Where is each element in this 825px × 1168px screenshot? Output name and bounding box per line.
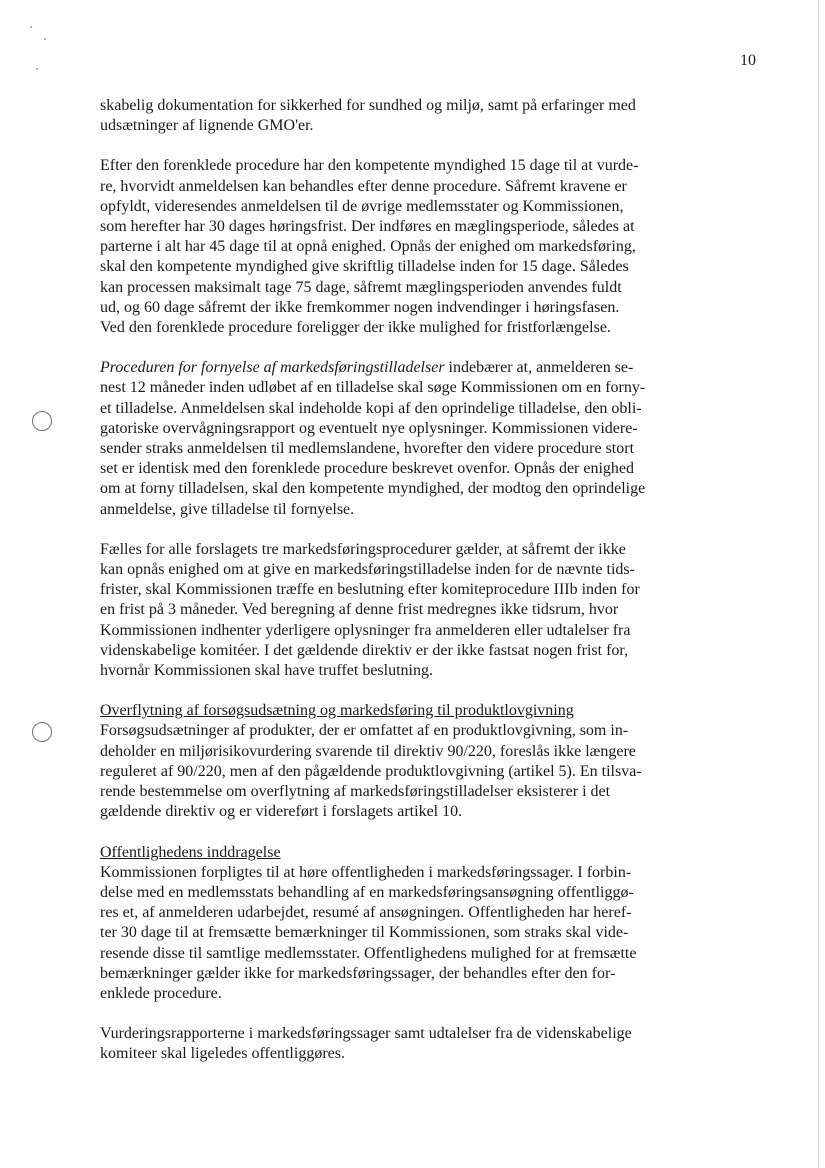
section-transfer-to-product-legislation: [100, 701, 758, 822]
paragraph-continuation: skabelig dokumentation for sikkerhed for sundhed og miljø, samt på erfaringer med udsætninger af lignende GMO'er.: [100, 97, 636, 135]
paragraph-simplified-procedure: Efter den forenklede procedure har den kompetente myndighed 15 dage til at vurde- re, hvorvidt anmeldelsen kan behandles efter denne procedure. Såfremt kravene er opfyldt, videresendes anmeldelsen til de øvrige medlemsstater og Kommissionen, som herefter har 30 dages høringsfrist. Der indføres en mæglingsperiode, således at parterne i alt har 45 dage til at opnå enighed. Opnås der enighed om markedsføring, skal den kompetente myndighed give skriftlig tilladelse inden for 15 dage. Således kan processen maksimalt tage 75 dage, såfremt mæglingsperioden anvendes fuldt ud, og 60 dage såfremt der ikke fremkommer nogen indvendinger i høringsfasen. Ved den forenklede procedure foreligger der ikke mulighed for fristforlængelse.: [100, 157, 639, 337]
punch-hole-icon: [32, 411, 52, 431]
scan-speck: [44, 38, 46, 40]
scan-edge-line: [818, 0, 819, 1168]
renewal-procedure-text: indebærer at, anmelderen se- nest 12 måneder inden udløbet af en tilladelse skal søge Kommissionen om en forny- et tilladelse. Anmeldelsen skal indeholde kopi af den oprindelige tilladelse, den obli- gatoriske overvågningsrapport og eventuelt nye oplysninger. Kommissionen videre- sender straks anmeldelsen til medlemslandene, hvorefter den videre procedure stort set er identisk med den forenklede procedure beskrevet ovenfor. Opnås der enighed om at forny tilladelsen, skal den kompetente myndighed, der modtog den oprindelige anmeldelse, give tilladelse til fornyelse.: [100, 359, 646, 518]
paragraph-common-procedures: Fælles for alle forslagets tre markedsføringsprocedurer gælder, at såfremt der ikke kan opnås enighed om at give en markedsføringstilladelse inden for de nævnte tids- frister, skal Kommissionen træffe en beslutning efter komiteprocedure IIIb inden for en frist på 3 måneder. Ved beregning af denne frist medregnes ikke tidsrum, hvor Kommissionen indhenter yderligere oplysninger fra anmelderen eller udtalelser fra videnskabelige komitéer. I det gældende direktiv er der ikke fastsat nogen frist for, hvornår Kommissionen skal have truffet beslutning.: [100, 540, 640, 680]
punch-hole-icon: [32, 722, 52, 742]
paragraph-renewal-procedure: [100, 358, 758, 520]
section-body: Kommissionen forpligtes til at høre offentligheden i markedsføringssager. I forbin- delse med en medlemsstats behandling af en markedsføringsansøgning offentliggø- res et, af anmelderen udarbejdet, resumé af ansøgningen. Offentligheden har heref- ter 30 dage til at fremsætte bemærkninger til Kommissionen, som straks skal vide- resende disse til samtlige medlemsstater. Offentlighedens mulighed for at fremsætte bemærkninger gælder ikke for markedsføringssager, der behandles efter den for- enklede procedure.: [100, 863, 637, 1002]
section-heading: Offentlighedens inddragelse: [100, 843, 281, 861]
page-number: 10: [740, 52, 756, 69]
scan-speck: [30, 26, 32, 28]
document-body: [100, 96, 758, 1085]
section-heading: Overflytning af forsøgsudsætning og markedsføring til produktlovgivning: [100, 702, 574, 720]
section-public-involvement: [100, 843, 758, 1005]
paragraph-final: Vurderingsrapporterne i markedsføringssager samt udtalelser fra de videnskabelige komiteer skal ligeledes offentliggøres.: [100, 1025, 632, 1063]
scan-speck: [36, 68, 38, 70]
renewal-procedure-term: Proceduren for fornyelse af markedsføringstilladelser: [100, 359, 445, 377]
section-body: Forsøgsudsætninger af produkter, der er omfattet af en produktlovgivning, som in- deholder en miljørisikovurdering svarende til direktiv 90/220, foreslås ikke længere reguleret af 90/220, men af den pågældende produktlovgivning (artikel 5). En tilsva- rende bestemmelse om overflytning af markedsføringstilladelser eksisterer i det gældende direktiv og er videreført i forslagets artikel 10.: [100, 722, 642, 821]
